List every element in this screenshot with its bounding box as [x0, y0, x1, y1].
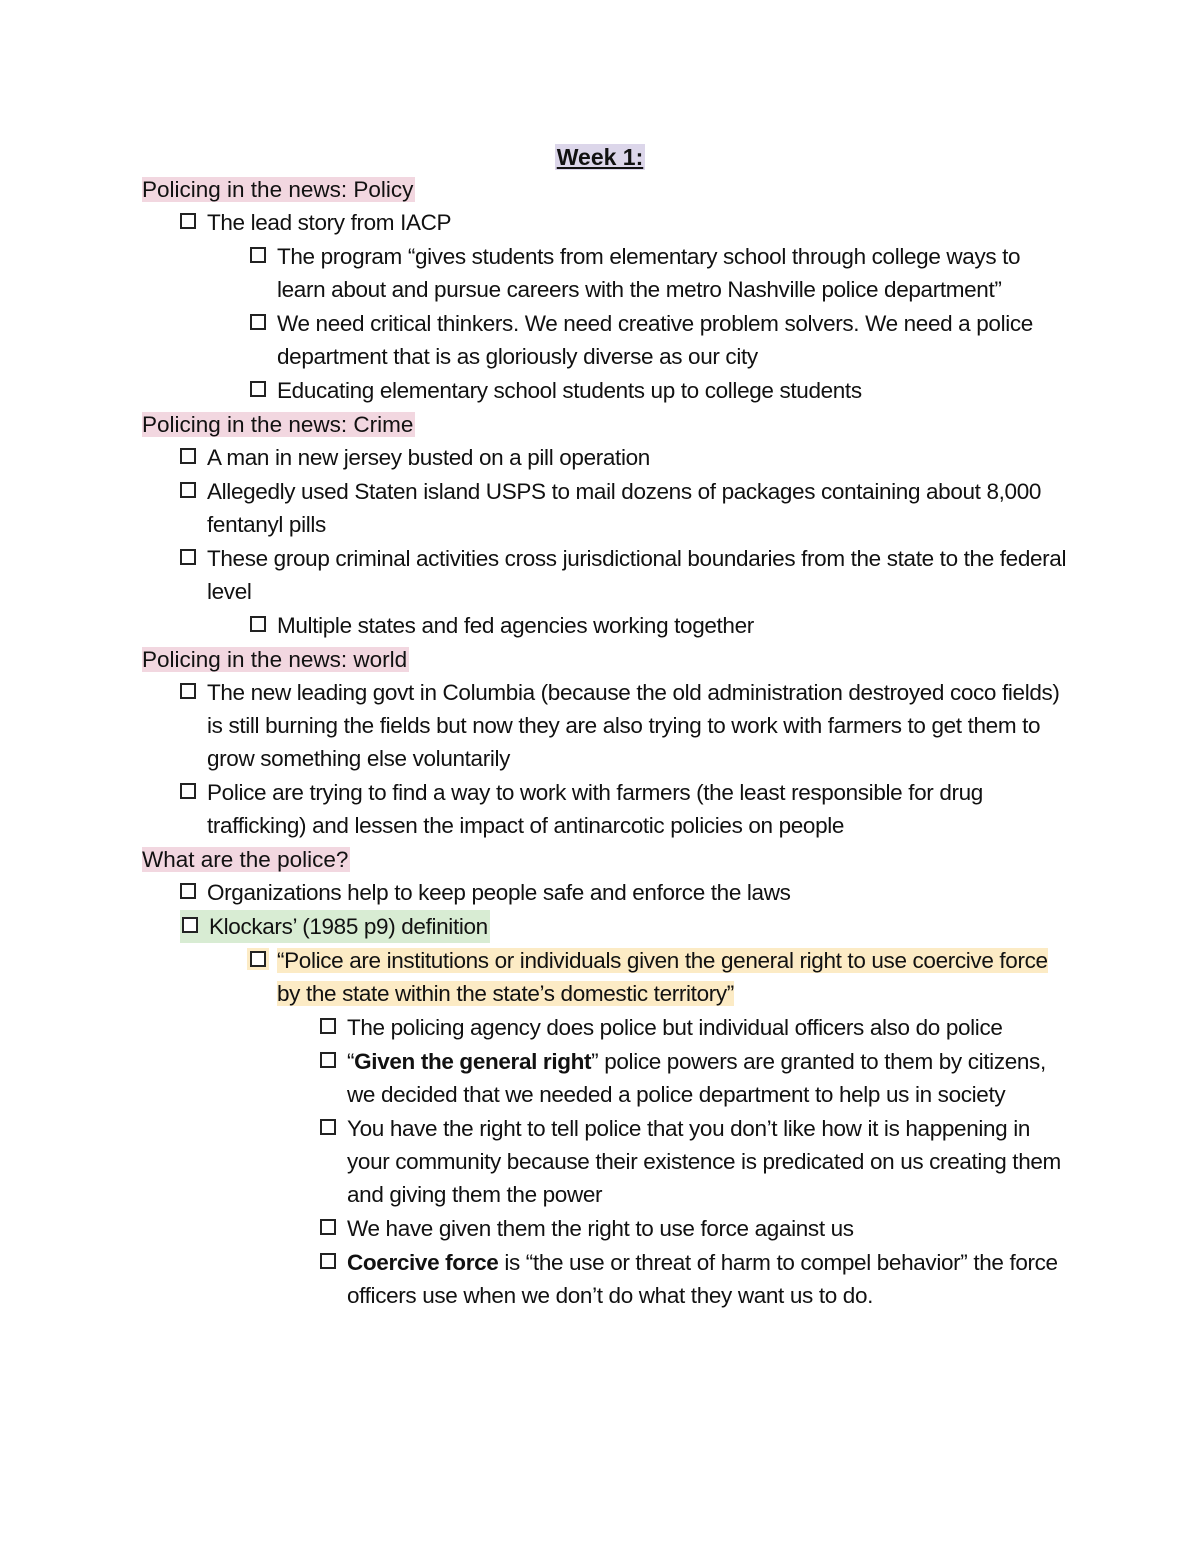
section-heading-world: Policing in the news: world — [142, 647, 408, 672]
list-item-text: “Police are institutions or individuals given the general right to use coercive force by the state within the state’s domestic territory” — [277, 948, 1048, 1006]
list-item-text: Organizations help to keep people safe and enforce the laws — [207, 880, 791, 905]
section-heading-policy: Policing in the news: Policy — [142, 177, 414, 202]
list-item-text: The lead story from IACP — [207, 210, 452, 235]
section-heading-crime: Policing in the news: Crime — [142, 412, 414, 437]
list-item-highlighted-yellow — [142, 944, 1072, 1010]
list-item — [142, 307, 1072, 373]
list-item-text: The program “gives students from elementary school through college ways to learn about and pursue careers with the metro Nashville police department” — [277, 244, 1021, 302]
green-highlight — [180, 910, 490, 943]
checkbox-icon[interactable] — [182, 917, 198, 933]
list-item-text: The policing agency does police but individual officers also do police — [347, 1015, 1003, 1040]
list-item — [142, 206, 1072, 239]
checkbox-icon[interactable] — [180, 213, 196, 229]
list-item — [142, 374, 1072, 407]
checkbox-icon[interactable] — [320, 1119, 336, 1135]
list-item — [142, 441, 1072, 474]
checkbox-icon[interactable] — [250, 314, 266, 330]
list-item-text: “Given the general right” police powers are granted to them by citizens, we decided that we needed a police department to help us in society — [347, 1049, 1046, 1107]
checkbox-icon[interactable] — [320, 1253, 336, 1269]
checkbox-icon[interactable] — [180, 448, 196, 464]
list-item-text: Police are trying to find a way to work with farmers (the least responsible for drug trafficking) and lessen the impact of antinarcotic policies on people — [207, 780, 983, 838]
checkbox-icon[interactable] — [250, 616, 266, 632]
checkbox-icon[interactable] — [180, 783, 196, 799]
list-item — [142, 1045, 1072, 1111]
checkbox-icon[interactable] — [320, 1052, 336, 1068]
checkbox-icon[interactable] — [180, 482, 196, 498]
list-item-text: Klockars’ (1985 p9) definition — [209, 914, 488, 939]
list-item — [142, 876, 1072, 909]
list-item — [142, 1112, 1072, 1211]
list-item — [142, 1246, 1072, 1312]
checkbox-icon[interactable] — [320, 1018, 336, 1034]
checkbox-icon[interactable] — [320, 1219, 336, 1235]
checkbox-icon[interactable] — [250, 247, 266, 263]
list-item — [142, 542, 1072, 608]
list-item-text: Coercive force is “the use or threat of harm to compel behavior” the force officers use when we don’t do what they want us to do. — [347, 1250, 1058, 1308]
list-item-text: Multiple states and fed agencies working together — [277, 613, 754, 638]
list-item-text: We have given them the right to use force against us — [347, 1216, 854, 1241]
list-item — [142, 676, 1072, 775]
list-item-text: These group criminal activities cross jurisdictional boundaries from the state to the federal level — [207, 546, 1067, 604]
checkbox-icon[interactable] — [180, 883, 196, 899]
list-item — [142, 776, 1072, 842]
list-item-highlighted-green — [142, 910, 1072, 943]
list-item-text: A man in new jersey busted on a pill operation — [207, 445, 650, 470]
list-item-text: We need critical thinkers. We need creative problem solvers. We need a police department that is as gloriously diverse as our city — [277, 311, 1033, 369]
list-item-text: Allegedly used Staten island USPS to mail dozens of packages containing about 8,000 fentanyl pills — [207, 479, 1042, 537]
checkbox-icon[interactable] — [250, 951, 266, 967]
list-item-text: The new leading govt in Columbia (because the old administration destroyed coco fields) is still burning the fields but now they are also trying to work with farmers to get them to grow something else voluntarily — [207, 680, 1060, 771]
list-item-text: Educating elementary school students up to college students — [277, 378, 862, 403]
list-item — [142, 609, 1072, 642]
list-item-text: You have the right to tell police that you don’t like how it is happening in your community because their existence is predicated on us creating them and giving them the power — [347, 1116, 1061, 1207]
checkbox-icon[interactable] — [180, 683, 196, 699]
bold-term: Coercive force — [347, 1250, 499, 1275]
list-item — [142, 475, 1072, 541]
list-item — [142, 1011, 1072, 1044]
page-title — [0, 140, 1200, 174]
notes-content — [142, 173, 1072, 1313]
section-heading-police: What are the police? — [142, 847, 349, 872]
checkbox-icon[interactable] — [250, 381, 266, 397]
checkbox-icon[interactable] — [180, 549, 196, 565]
bold-term: Given the general right — [354, 1049, 592, 1074]
list-item — [142, 240, 1072, 306]
page-title-text: Week 1: — [556, 144, 644, 170]
list-item — [142, 1212, 1072, 1245]
